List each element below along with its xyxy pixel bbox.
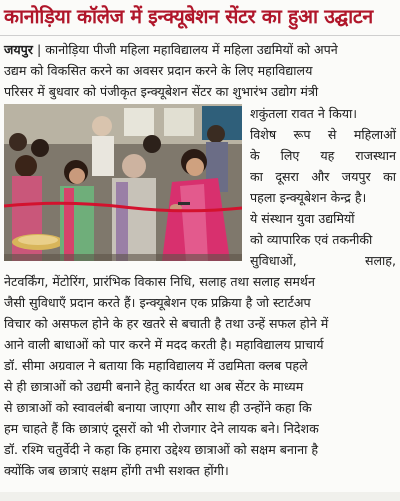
headline-divider — [0, 35, 400, 36]
article-right-line-1: शकुंतला रावत ने किया। — [250, 106, 358, 121]
page-edge — [0, 492, 400, 501]
word: लिए — [280, 148, 300, 163]
article-right-line-5: पहला इन्क्यूबेशन केन्द्र है। — [250, 190, 367, 205]
article-line-b5: डॉ. सीमा अग्रवाल ने बताया कि महाविद्यालय में उद्यमिता क्लब पहले — [4, 358, 308, 373]
word: जयपुर — [341, 169, 371, 184]
word: सलाह, — [364, 253, 396, 268]
article-line-b9: डॉ. रश्मि चतुर्वेदी ने कहा कि हमारा उद्देश्य छात्राओं को सक्षम बनाना है — [4, 442, 319, 457]
article-line-1 — [4, 40, 396, 60]
article-line-b1: नेटवर्किंग, मेंटोरिंग, प्रारंभिक विकास निधि, सलाह तथा सलाह समर्थन — [4, 274, 315, 289]
ribbon-cutting-photo-illustration — [4, 104, 242, 261]
article-headline: कानोड़िया कॉलेज में इन्क्यूबेशन सेंटर का हुआ उद्घाटन — [4, 5, 373, 28]
dateline: जयपुर — [4, 42, 33, 57]
word: का — [250, 169, 263, 184]
article-line-2: उद्यम को विकसित करने का अवसर प्रदान करने के लिए महाविद्यालय — [4, 63, 313, 78]
article-right-line-8 — [250, 251, 396, 271]
article-line-b7: से छात्राओं को स्वावलंबी बनाया जाएगा और साथ ही उन्होंने कहा कि — [4, 400, 312, 415]
word: से — [327, 127, 337, 142]
article-right-line-3 — [250, 146, 396, 166]
article-text: कानोड़िया पीजी महिला महाविद्यालय में महिला उद्यमियों को अपने — [45, 42, 338, 57]
word: का — [383, 169, 396, 184]
word: रूप — [293, 127, 311, 142]
word: राजस्थान — [355, 148, 396, 163]
dateline-separator: | — [32, 42, 46, 57]
word: और — [311, 169, 330, 184]
inauguration-photo — [4, 104, 242, 261]
article-line-b2: जैसी सुविधाएँ प्रदान करते हैं। इन्क्यूबेशन एक प्रक्रिया है जो स्टार्टअप — [4, 295, 311, 310]
article-line-b8: हम चाहते हैं कि छात्राएं दूसरों को भी रोजगार देने लायक बने। निदेशक — [4, 421, 319, 436]
word: सुविधाओं, — [250, 253, 297, 268]
article-line-b10: क्योंकि जब छात्राएं सक्षम होंगी तभी सशक्त होंगी। — [4, 463, 229, 478]
article-line-b6: से ही छात्राओं को उद्यमी बनाने हेतु कार्यरत था अब सेंटर के माध्यम — [4, 379, 304, 394]
word: दूसरा — [275, 169, 299, 184]
article-line-3: परिसर में बुधवार को पंजीकृत इन्क्यूबेशन सेंटर का शुभारंभ उद्योग मंत्री — [4, 84, 319, 99]
word: यह — [320, 148, 335, 163]
article-right-line-6: ये संस्थान युवा उद्यमियों — [250, 211, 355, 226]
article-line-b4: आने वाली बाधाओं को पार करने में मदद करती है। महाविद्यालय प्राचार्य — [4, 337, 324, 352]
word: महिलाओं — [353, 127, 396, 142]
article-right-line-7: को व्यापारिक एवं तकनीकी — [250, 232, 373, 247]
article-line-b3: विचार को असफल होने के हर खतरे से बचाती है तथा उन्हें सफल होने में — [4, 316, 329, 331]
word: के — [250, 148, 260, 163]
article-right-line-4 — [250, 167, 396, 187]
word: विशेष — [250, 127, 277, 142]
article-right-line-2 — [250, 125, 396, 145]
